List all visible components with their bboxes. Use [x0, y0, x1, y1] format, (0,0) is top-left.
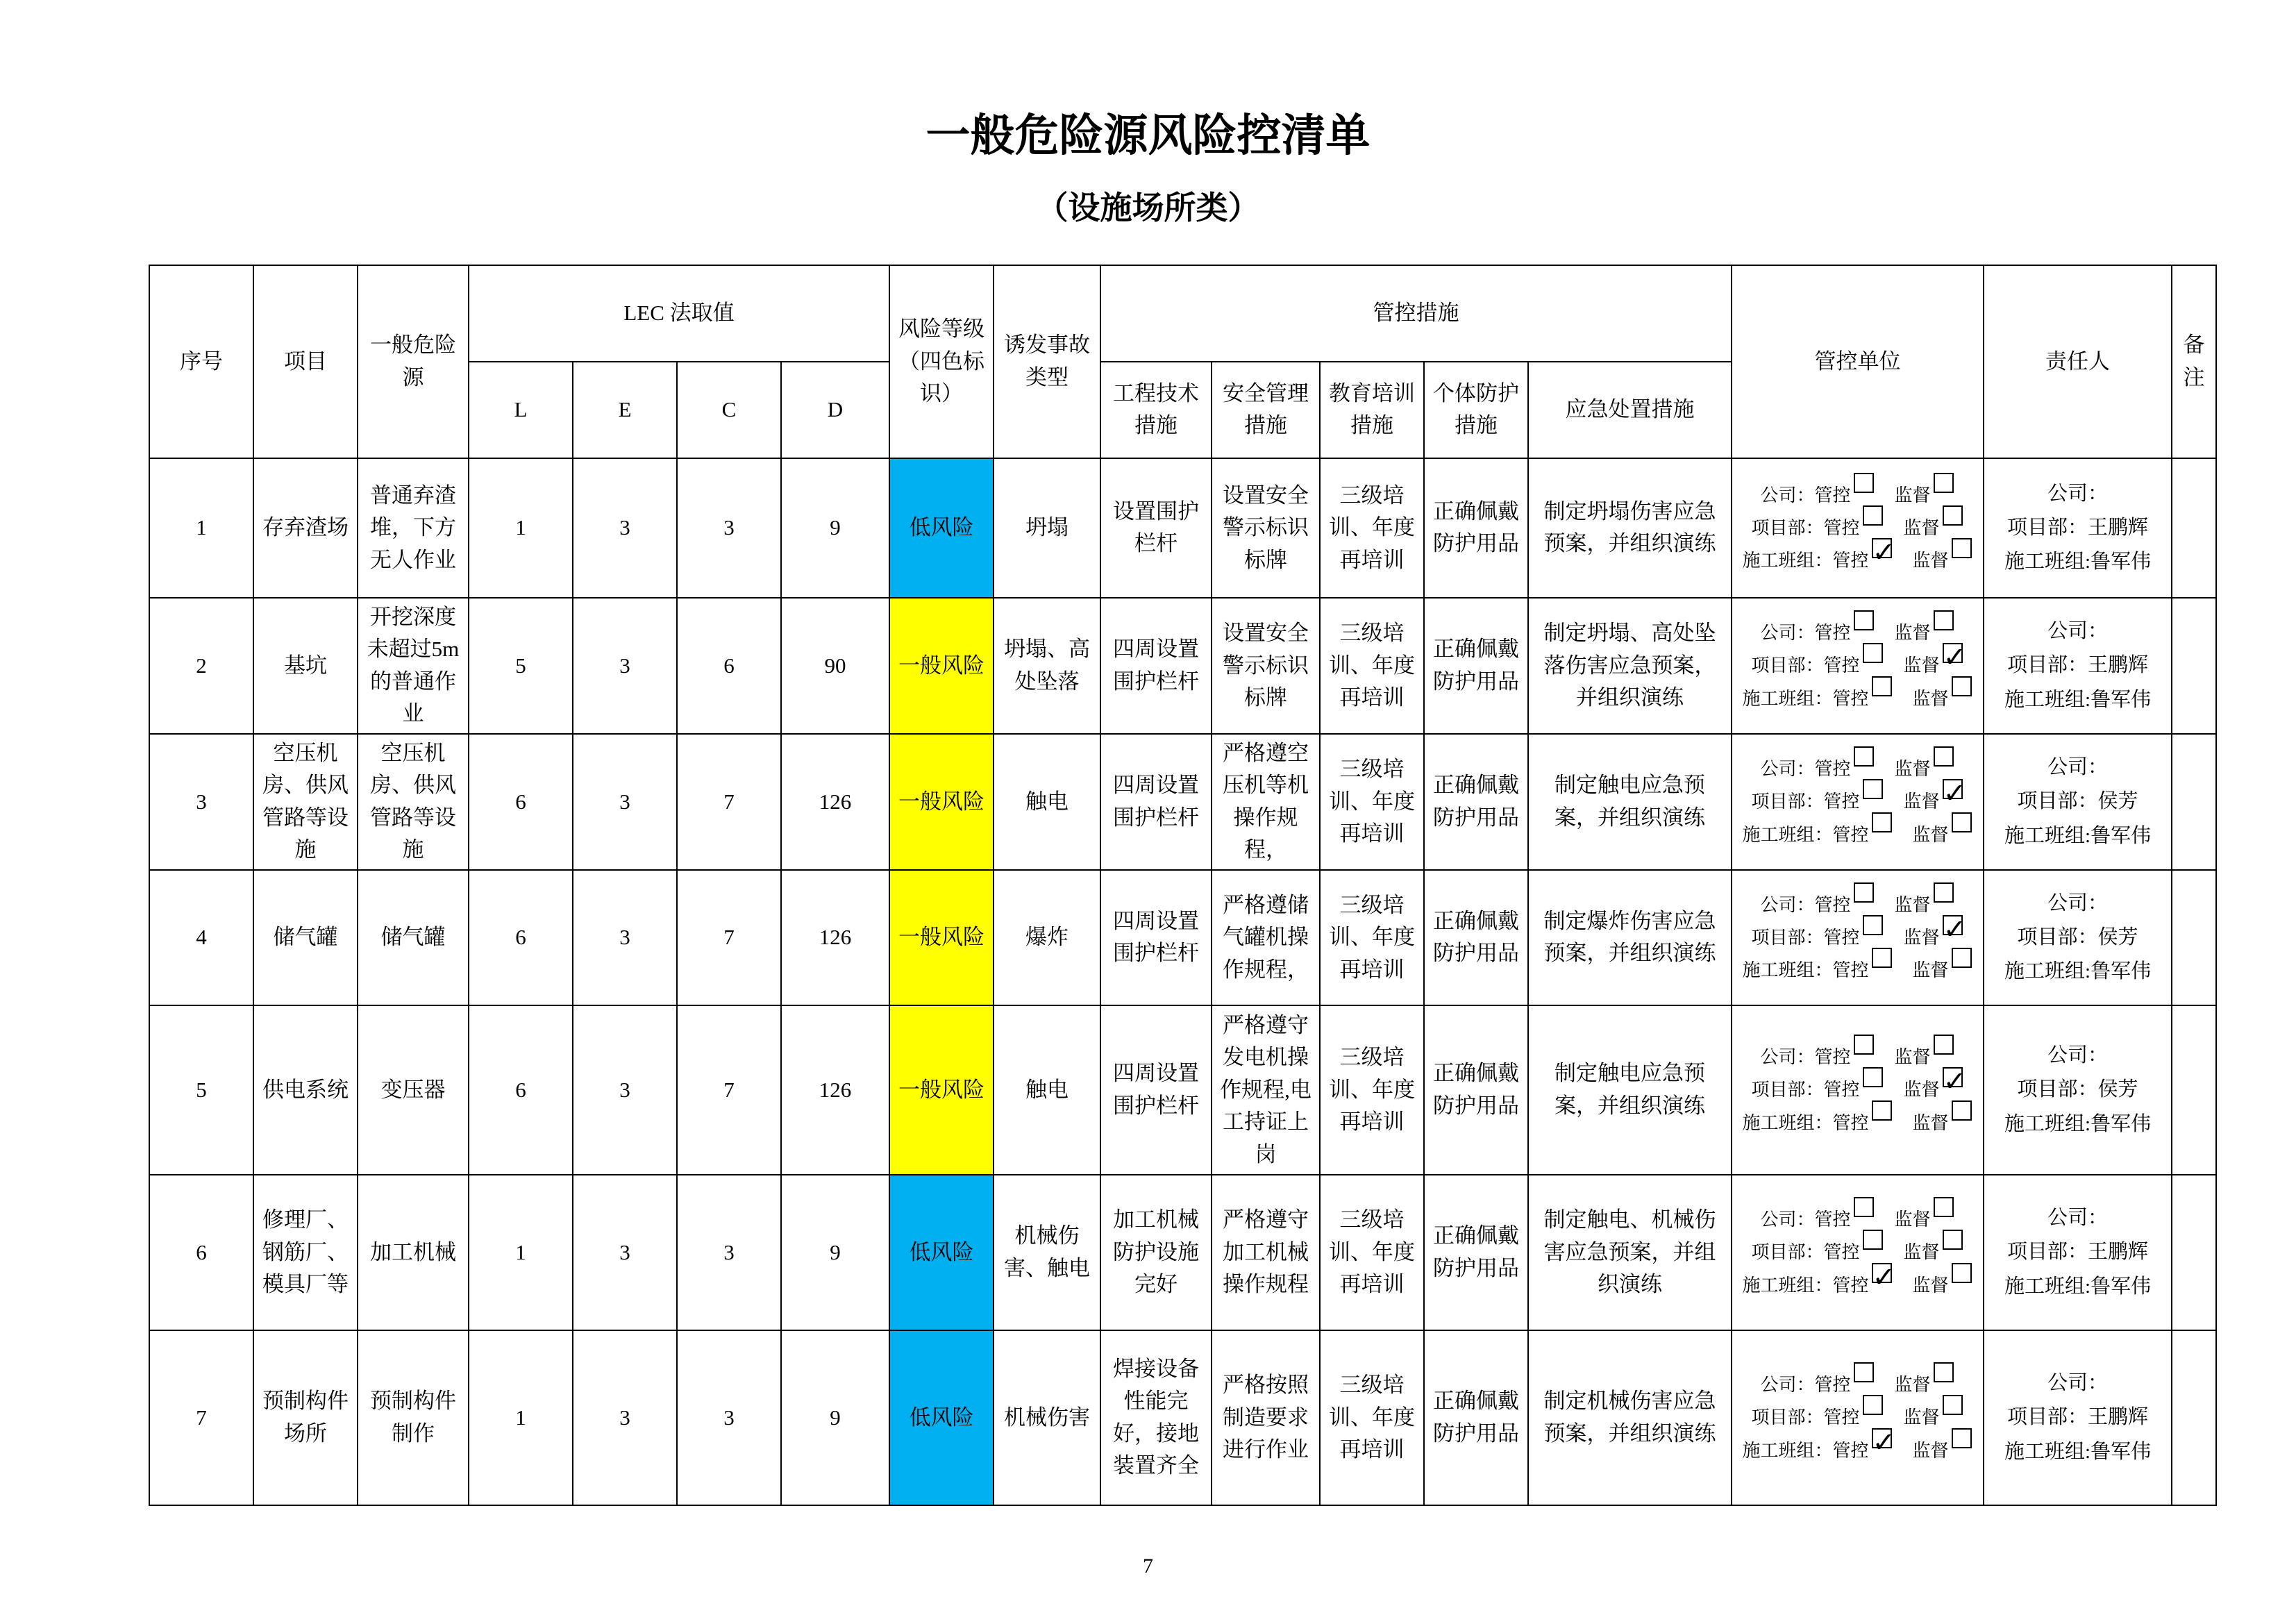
cell-accident: 机械伤害、触电	[994, 1175, 1100, 1330]
cell-accident: 爆炸	[994, 870, 1100, 1005]
control-team-label: 施工班组：管控	[1742, 824, 1869, 845]
cell-l: 6	[469, 870, 573, 1005]
cell-ppe: 正确佩戴防护用品	[1424, 1175, 1528, 1330]
control-supervise-label: 监督	[1912, 551, 1949, 571]
responsible-project: 项目部：侯芳	[2017, 1078, 2138, 1101]
cell-responsible	[1984, 870, 2172, 1005]
control-supervise-label: 监督	[1894, 759, 1931, 780]
cell-note	[2172, 458, 2216, 598]
checkbox-company-manage[interactable]	[1854, 610, 1874, 630]
control-supervise-label: 监督	[1894, 485, 1931, 505]
control-team-label: 施工班组：管控	[1742, 960, 1869, 981]
cell-seq: 1	[149, 458, 253, 598]
cell-responsible	[1984, 458, 2172, 598]
cell-note	[2172, 1330, 2216, 1505]
header-hazard: 一般危险源	[358, 265, 469, 458]
cell-d: 126	[781, 734, 889, 870]
control-supervise-label: 监督	[1912, 1275, 1949, 1296]
cell-management: 设置安全警示标识标牌	[1212, 598, 1320, 734]
header-project: 项目	[253, 265, 358, 458]
risk-level-cell: 一般风险	[889, 734, 994, 870]
cell-l: 6	[469, 1005, 573, 1175]
cell-emergency: 制定机械伤害应急预案，并组织演练	[1528, 1330, 1732, 1505]
checkbox-project-supervise[interactable]	[1943, 779, 1963, 799]
control-supervise-label: 监督	[1894, 623, 1931, 644]
cell-management: 严格遵储气罐机操作规程，	[1212, 870, 1320, 1005]
header-emergency: 应急处置措施	[1528, 362, 1732, 458]
responsible-project: 项目部：侯芳	[2017, 790, 2138, 813]
cell-hazard: 预制构件制作	[358, 1330, 469, 1505]
cell-training: 三级培训、年度再培训	[1320, 458, 1424, 598]
page-subtitle: （设施场所类）	[1036, 190, 1260, 226]
control-supervise-label: 监督	[1903, 1242, 1940, 1263]
checkbox-company-supervise[interactable]	[1934, 1197, 1954, 1217]
cell-hazard: 普通弃渣堆，下方无人作业	[358, 458, 469, 598]
header-seq: 序号	[149, 265, 253, 458]
responsible-project: 项目部：王鹏辉	[2007, 1406, 2149, 1429]
header-d: D	[781, 362, 889, 458]
cell-control-unit	[1732, 870, 1984, 1005]
control-supervise-label: 监督	[1903, 927, 1940, 948]
header-management: 安全管理措施	[1212, 362, 1320, 458]
checkbox-company-supervise[interactable]	[1934, 473, 1954, 493]
checkbox-project-supervise[interactable]	[1943, 1395, 1963, 1415]
responsible-company: 公司：	[2047, 1372, 2109, 1395]
checkbox-project-manage[interactable]	[1863, 505, 1883, 526]
cell-c: 7	[677, 870, 781, 1005]
cell-c: 3	[677, 1175, 781, 1330]
control-supervise-label: 监督	[1903, 792, 1940, 812]
cell-responsible	[1984, 1175, 2172, 1330]
cell-c: 7	[677, 1005, 781, 1175]
cell-project: 预制构件场所	[253, 1330, 358, 1505]
cell-seq: 6	[149, 1175, 253, 1330]
responsible-team: 施工班组:鲁军伟	[2004, 1275, 2152, 1298]
control-project-label: 项目部：管控	[1751, 1407, 1860, 1428]
risk-control-table	[149, 265, 2217, 1506]
control-project-label: 项目部：管控	[1751, 927, 1860, 948]
control-project-label: 项目部：管控	[1751, 1242, 1860, 1263]
risk-level-cell: 一般风险	[889, 598, 994, 734]
cell-training: 三级培训、年度再培训	[1320, 734, 1424, 870]
checkbox-company-manage[interactable]	[1854, 473, 1874, 493]
cell-project: 基坑	[253, 598, 358, 734]
cell-hazard: 空压机房、供风管路等设施	[358, 734, 469, 870]
checkbox-project-manage[interactable]	[1863, 643, 1883, 663]
cell-e: 3	[573, 870, 677, 1005]
cell-project: 供电系统	[253, 1005, 358, 1175]
control-supervise-label: 监督	[1912, 824, 1949, 845]
cell-responsible	[1984, 734, 2172, 870]
checkbox-project-supervise[interactable]	[1943, 1230, 1963, 1250]
cell-training: 三级培训、年度再培训	[1320, 1005, 1424, 1175]
cell-ppe: 正确佩戴防护用品	[1424, 1330, 1528, 1505]
cell-project: 修理厂、钢筋厂、模具厂等	[253, 1175, 358, 1330]
cell-seq: 5	[149, 1005, 253, 1175]
cell-c: 6	[677, 598, 781, 734]
control-supervise-label: 监督	[1903, 655, 1940, 676]
header-l: L	[469, 362, 573, 458]
cell-note	[2172, 598, 2216, 734]
checkbox-project-supervise[interactable]	[1943, 1067, 1963, 1087]
cell-engineering: 四周设置围护栏杆	[1100, 870, 1212, 1005]
responsible-company: 公司：	[2047, 620, 2109, 643]
checkbox-project-manage[interactable]	[1863, 1067, 1883, 1087]
header-responsible: 责任人	[1984, 265, 2172, 458]
table-row	[149, 870, 2216, 1005]
control-supervise-label: 监督	[1912, 960, 1949, 981]
cell-emergency: 制定坍塌、高处坠落伤害应急预案，并组织演练	[1528, 598, 1732, 734]
responsible-project: 项目部：王鹏辉	[2007, 654, 2149, 677]
cell-emergency: 制定坍塌伤害应急预案，并组织演练	[1528, 458, 1732, 598]
risk-level-cell: 低风险	[889, 1175, 994, 1330]
table-row	[149, 1175, 2216, 1330]
cell-emergency: 制定触电应急预案，并组织演练	[1528, 1005, 1732, 1175]
checkbox-company-supervise[interactable]	[1934, 746, 1954, 767]
cell-engineering: 四周设置围护栏杆	[1100, 734, 1212, 870]
cell-accident: 触电	[994, 1005, 1100, 1175]
cell-management: 设置安全警示标识标牌	[1212, 458, 1320, 598]
checkbox-team-manage[interactable]	[1872, 1263, 1892, 1283]
cell-responsible	[1984, 598, 2172, 734]
checkbox-company-supervise[interactable]	[1934, 1035, 1954, 1055]
cell-hazard: 储气罐	[358, 870, 469, 1005]
checkbox-team-supervise[interactable]	[1952, 812, 1972, 832]
cell-ppe: 正确佩戴防护用品	[1424, 458, 1528, 598]
cell-note	[2172, 734, 2216, 870]
cell-management: 严格遵守加工机械操作规程	[1212, 1175, 1320, 1330]
checkbox-team-supervise[interactable]	[1952, 1100, 1972, 1121]
control-supervise-label: 监督	[1912, 1440, 1949, 1461]
checkbox-project-manage[interactable]	[1863, 779, 1883, 799]
cell-accident: 坍塌	[994, 458, 1100, 598]
responsible-team: 施工班组:鲁军伟	[2004, 824, 2152, 847]
control-team-label: 施工班组：管控	[1742, 1275, 1869, 1296]
cell-l: 1	[469, 1330, 573, 1505]
cell-control-unit	[1732, 1005, 1984, 1175]
cell-d: 90	[781, 598, 889, 734]
header-e: E	[573, 362, 677, 458]
table-row	[149, 1005, 2216, 1175]
cell-c: 3	[677, 458, 781, 598]
responsible-project: 项目部：王鹏辉	[2007, 516, 2149, 539]
cell-e: 3	[573, 734, 677, 870]
risk-level-cell: 一般风险	[889, 1005, 994, 1175]
cell-management: 严格遵空压机等机操作规程，	[1212, 734, 1320, 870]
header-ppe: 个体防护措施	[1424, 362, 1528, 458]
cell-project: 储气罐	[253, 870, 358, 1005]
cell-accident: 机械伤害	[994, 1330, 1100, 1505]
cell-l: 5	[469, 598, 573, 734]
cell-control-unit	[1732, 734, 1984, 870]
responsible-team: 施工班组:鲁军伟	[2004, 1440, 2152, 1463]
checkbox-company-manage[interactable]	[1854, 1197, 1874, 1217]
cell-control-unit	[1732, 1175, 1984, 1330]
control-team-label: 施工班组：管控	[1742, 1440, 1869, 1461]
table-row	[149, 1330, 2216, 1505]
checkbox-team-manage[interactable]	[1872, 1428, 1892, 1448]
control-company-label: 公司：管控	[1760, 1209, 1851, 1230]
cell-seq: 2	[149, 598, 253, 734]
control-supervise-label: 监督	[1912, 1112, 1949, 1133]
cell-seq: 3	[149, 734, 253, 870]
control-project-label: 项目部：管控	[1751, 792, 1860, 812]
checkbox-company-supervise[interactable]	[1934, 882, 1954, 903]
header-risk-level: 风险等级（四色标识）	[889, 265, 994, 458]
checkbox-team-supervise[interactable]	[1952, 1263, 1972, 1283]
control-company-label: 公司：管控	[1760, 485, 1851, 505]
cell-l: 1	[469, 1175, 573, 1330]
responsible-company: 公司：	[2047, 1044, 2109, 1067]
cell-control-unit	[1732, 458, 1984, 598]
control-team-label: 施工班组：管控	[1742, 551, 1869, 571]
cell-ppe: 正确佩戴防护用品	[1424, 598, 1528, 734]
control-company-label: 公司：管控	[1760, 1375, 1851, 1396]
checkbox-company-manage[interactable]	[1854, 746, 1874, 767]
cell-d: 9	[781, 1175, 889, 1330]
cell-e: 3	[573, 458, 677, 598]
cell-emergency: 制定触电、机械伤害应急预案，并组织演练	[1528, 1175, 1732, 1330]
cell-emergency: 制定爆炸伤害应急预案，并组织演练	[1528, 870, 1732, 1005]
cell-d: 9	[781, 458, 889, 598]
header-engineering: 工程技术措施	[1100, 362, 1212, 458]
cell-l: 6	[469, 734, 573, 870]
header-note: 备注	[2172, 265, 2216, 458]
risk-level-cell: 低风险	[889, 458, 994, 598]
checkbox-project-manage[interactable]	[1863, 1230, 1883, 1250]
cell-c: 3	[677, 1330, 781, 1505]
risk-level-cell: 一般风险	[889, 870, 994, 1005]
checkbox-project-supervise[interactable]	[1943, 643, 1963, 663]
cell-management: 严格按照制造要求进行作业	[1212, 1330, 1320, 1505]
cell-ppe: 正确佩戴防护用品	[1424, 734, 1528, 870]
responsible-project: 项目部：王鹏辉	[2007, 1241, 2149, 1264]
cell-responsible	[1984, 1330, 2172, 1505]
cell-management: 严格遵守发电机操作规程,电工持证上岗	[1212, 1005, 1320, 1175]
responsible-company: 公司：	[2047, 482, 2109, 505]
checkbox-team-supervise[interactable]	[1952, 1428, 1972, 1448]
control-supervise-label: 监督	[1894, 894, 1931, 915]
cell-engineering: 四周设置围护栏杆	[1100, 1005, 1212, 1175]
control-supervise-label: 监督	[1912, 688, 1949, 709]
control-supervise-label: 监督	[1894, 1047, 1931, 1068]
control-team-label: 施工班组：管控	[1742, 1112, 1869, 1133]
responsible-team: 施工班组:鲁军伟	[2004, 1112, 2152, 1135]
checkbox-project-manage[interactable]	[1863, 915, 1883, 935]
cell-e: 3	[573, 1175, 677, 1330]
cell-ppe: 正确佩戴防护用品	[1424, 1005, 1528, 1175]
checkbox-project-manage[interactable]	[1863, 1395, 1883, 1415]
page-title: 一般危险源风险控清单	[925, 110, 1371, 160]
control-company-label: 公司：管控	[1760, 894, 1851, 915]
cell-e: 3	[573, 1330, 677, 1505]
cell-engineering: 加工机械防护设施完好	[1100, 1175, 1212, 1330]
control-project-label: 项目部：管控	[1751, 655, 1860, 676]
cell-note	[2172, 870, 2216, 1005]
checkbox-company-supervise[interactable]	[1934, 1362, 1954, 1382]
checkbox-company-manage[interactable]	[1854, 1362, 1874, 1382]
cell-seq: 4	[149, 870, 253, 1005]
cell-hazard: 开挖深度未超过5m的普通作业	[358, 598, 469, 734]
checkbox-team-manage[interactable]	[1872, 948, 1892, 968]
checkbox-company-supervise[interactable]	[1934, 610, 1954, 630]
control-supervise-label: 监督	[1903, 1407, 1940, 1428]
header-lec-group: LEC 法取值	[469, 265, 889, 362]
header-control-unit: 管控单位	[1732, 265, 1984, 458]
checkbox-company-manage[interactable]	[1854, 882, 1874, 903]
control-company-label: 公司：管控	[1760, 1047, 1851, 1068]
responsible-project: 项目部：侯芳	[2017, 926, 2138, 948]
cell-hazard: 变压器	[358, 1005, 469, 1175]
control-team-label: 施工班组：管控	[1742, 688, 1869, 709]
control-supervise-label: 监督	[1894, 1209, 1931, 1230]
responsible-team: 施工班组:鲁军伟	[2004, 551, 2152, 574]
cell-project: 存弃渣场	[253, 458, 358, 598]
cell-responsible	[1984, 1005, 2172, 1175]
cell-e: 3	[573, 1005, 677, 1175]
cell-c: 7	[677, 734, 781, 870]
cell-training: 三级培训、年度再培训	[1320, 870, 1424, 1005]
cell-control-unit	[1732, 1330, 1984, 1505]
checkbox-company-manage[interactable]	[1854, 1035, 1874, 1055]
cell-training: 三级培训、年度再培训	[1320, 1330, 1424, 1505]
cell-accident: 坍塌、高处坠落	[994, 598, 1100, 734]
cell-engineering: 设置围护栏杆	[1100, 458, 1212, 598]
cell-l: 1	[469, 458, 573, 598]
responsible-company: 公司：	[2047, 1207, 2109, 1230]
checkbox-team-supervise[interactable]	[1952, 676, 1972, 696]
control-supervise-label: 监督	[1903, 1080, 1940, 1100]
control-company-label: 公司：管控	[1760, 623, 1851, 644]
table-row	[149, 734, 2216, 870]
responsible-company: 公司：	[2047, 891, 2109, 914]
responsible-team: 施工班组:鲁军伟	[2004, 688, 2152, 711]
table-row	[149, 598, 2216, 734]
cell-hazard: 加工机械	[358, 1175, 469, 1330]
header-training: 教育培训措施	[1320, 362, 1424, 458]
header-measures-group: 管控措施	[1100, 265, 1732, 362]
cell-training: 三级培训、年度再培训	[1320, 1175, 1424, 1330]
checkbox-project-supervise[interactable]	[1943, 505, 1963, 526]
cell-engineering: 焊接设备性能完 好，接地装置齐全	[1100, 1330, 1212, 1505]
cell-project: 空压机房、供风管路等设施	[253, 734, 358, 870]
cell-training: 三级培训、年度再培训	[1320, 598, 1424, 734]
cell-accident: 触电	[994, 734, 1100, 870]
header-c: C	[677, 362, 781, 458]
checkbox-team-manage[interactable]	[1872, 538, 1892, 558]
cell-emergency: 制定触电应急预案，并组织演练	[1528, 734, 1732, 870]
control-supervise-label: 监督	[1894, 1375, 1931, 1396]
cell-ppe: 正确佩戴防护用品	[1424, 870, 1528, 1005]
cell-note	[2172, 1005, 2216, 1175]
cell-note	[2172, 1175, 2216, 1330]
checkbox-team-supervise[interactable]	[1952, 538, 1972, 558]
page-number: 7	[1143, 1554, 1153, 1577]
cell-d: 126	[781, 1005, 889, 1175]
header-accident-type: 诱发事故类型	[994, 265, 1100, 458]
control-company-label: 公司：管控	[1760, 759, 1851, 780]
checkbox-team-manage[interactable]	[1872, 676, 1892, 696]
control-project-label: 项目部：管控	[1751, 1080, 1860, 1100]
risk-level-cell: 低风险	[889, 1330, 994, 1505]
cell-d: 9	[781, 1330, 889, 1505]
cell-control-unit	[1732, 598, 1984, 734]
responsible-company: 公司：	[2047, 756, 2109, 779]
control-supervise-label: 监督	[1903, 517, 1940, 538]
checkbox-team-supervise[interactable]	[1952, 948, 1972, 968]
checkbox-team-manage[interactable]	[1872, 1100, 1892, 1121]
control-project-label: 项目部：管控	[1751, 517, 1860, 538]
table-row	[149, 458, 2216, 598]
checkbox-project-supervise[interactable]	[1943, 915, 1963, 935]
checkbox-team-manage[interactable]	[1872, 812, 1892, 832]
cell-d: 126	[781, 870, 889, 1005]
cell-e: 3	[573, 598, 677, 734]
responsible-team: 施工班组:鲁军伟	[2004, 960, 2152, 983]
cell-seq: 7	[149, 1330, 253, 1505]
cell-engineering: 四周设置围护栏杆	[1100, 598, 1212, 734]
